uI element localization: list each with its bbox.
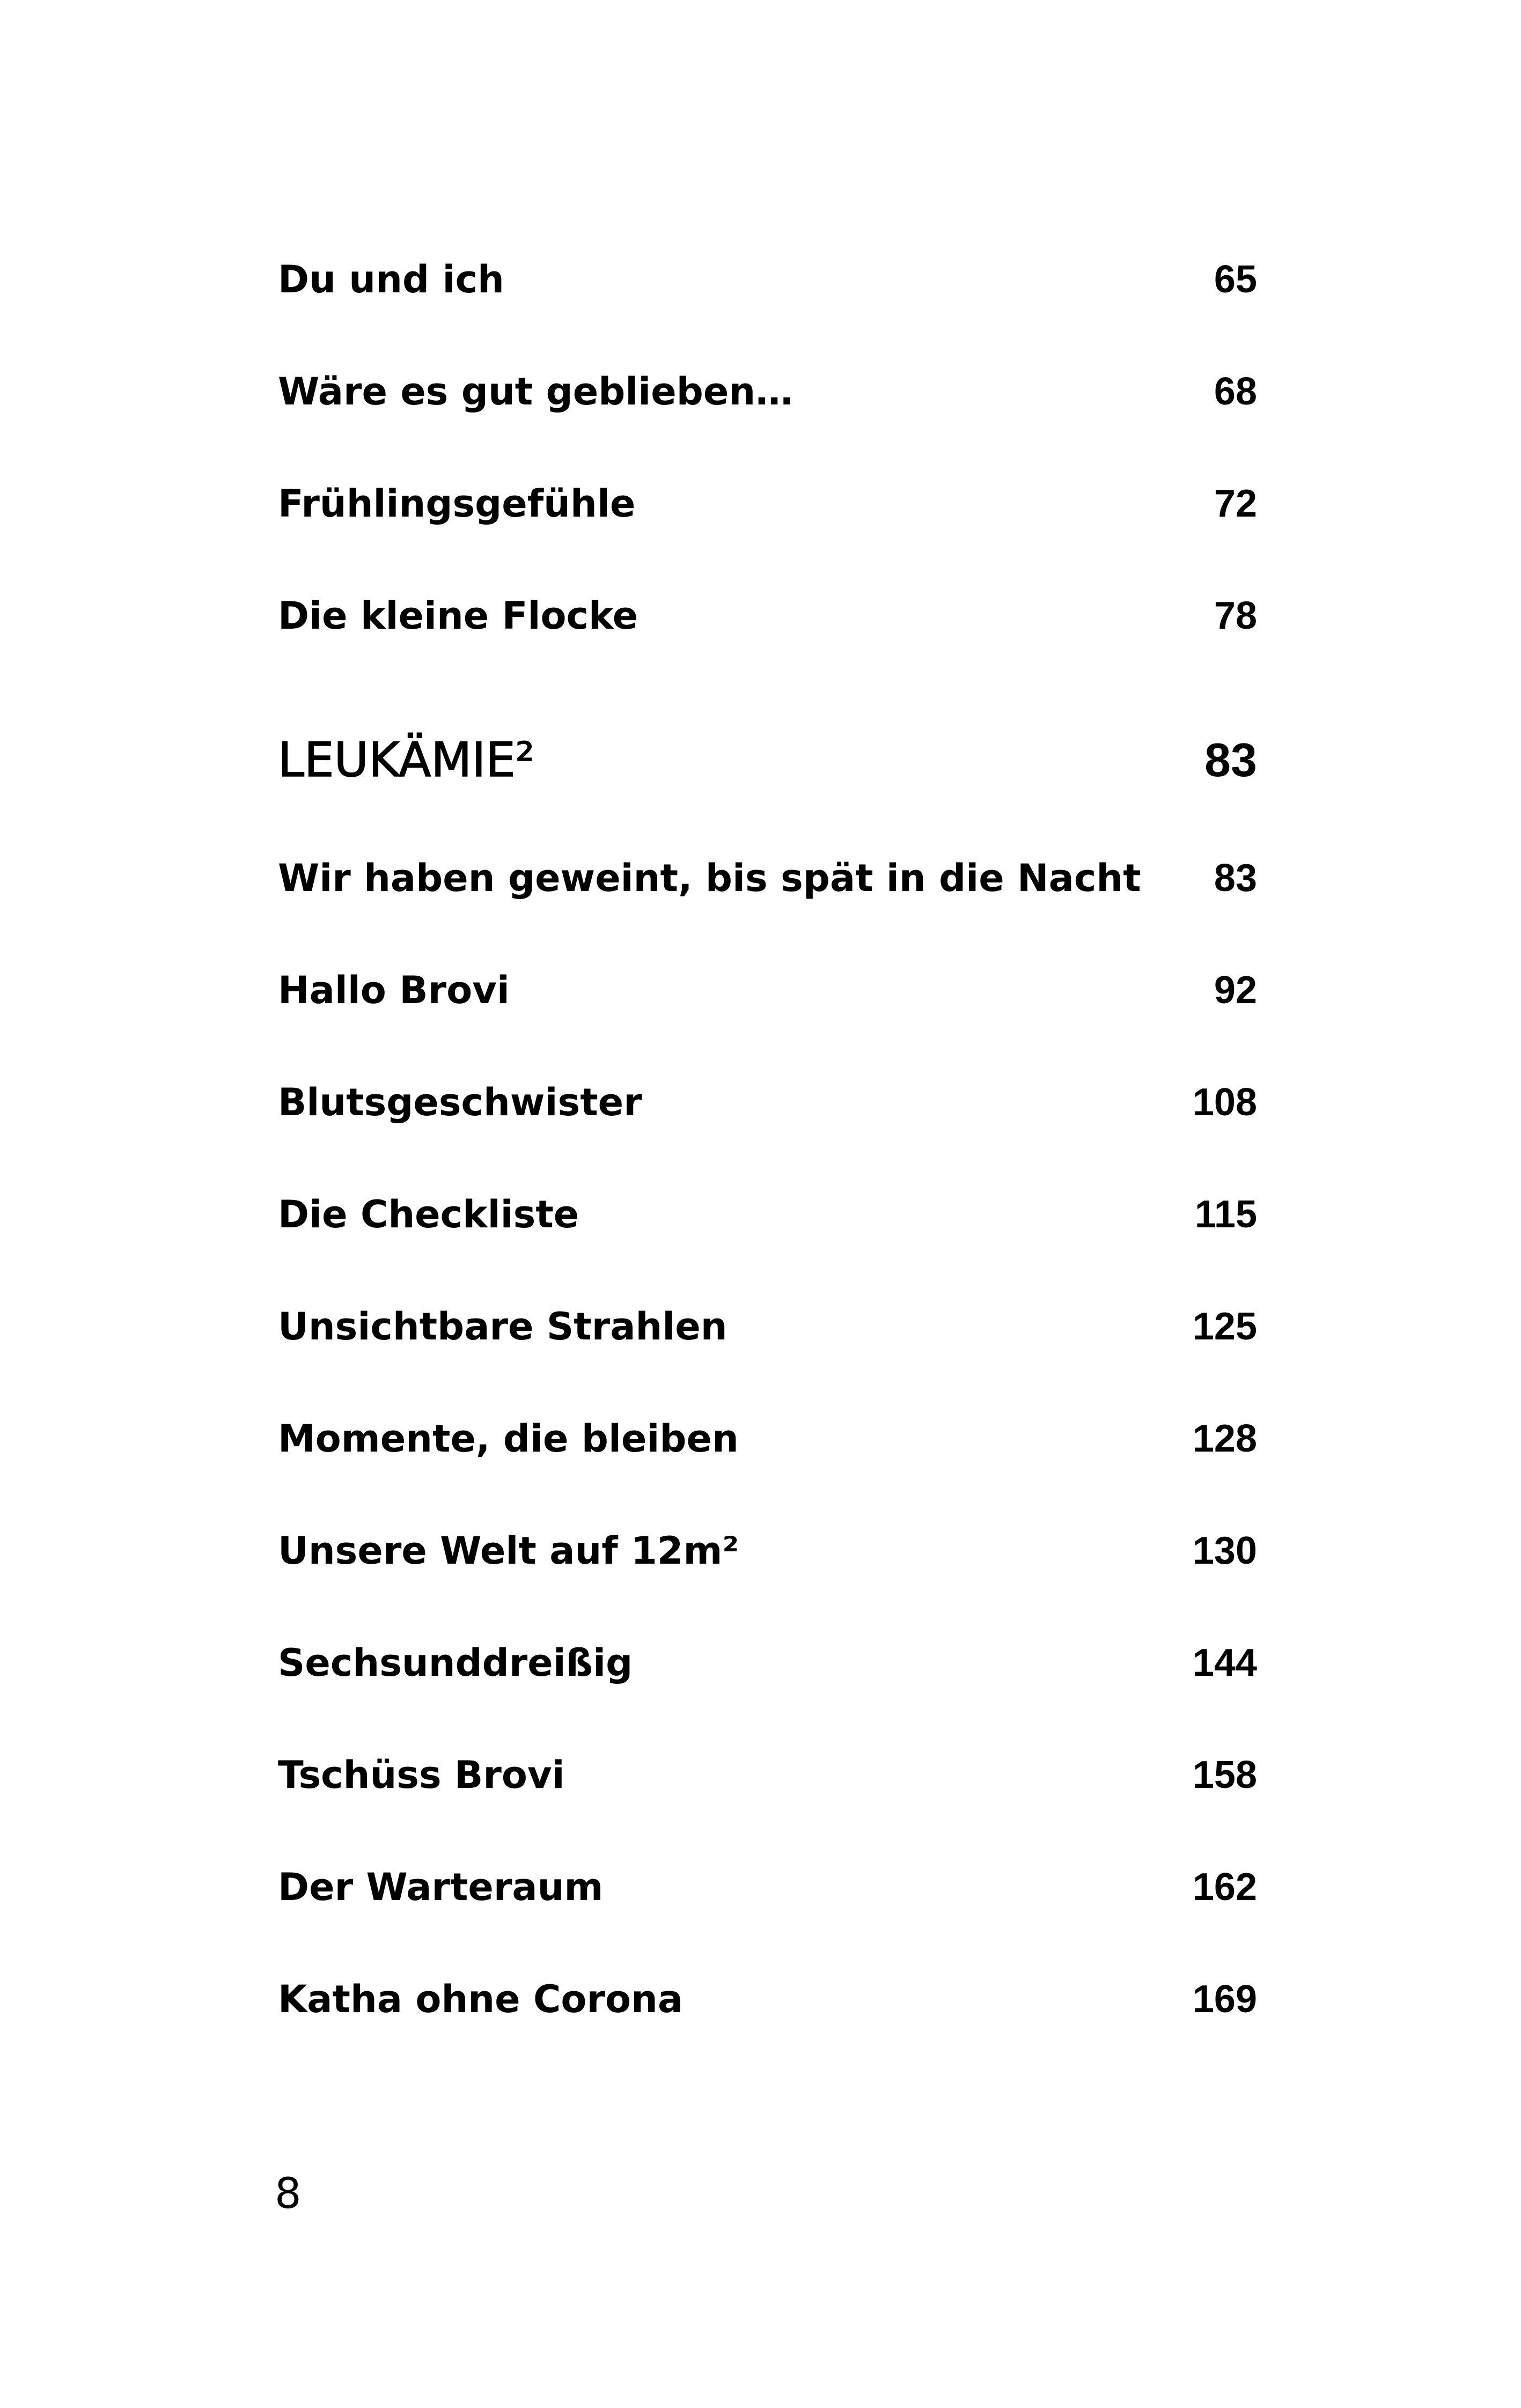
toc-entry: [278, 1746, 1257, 1805]
page-number: 8: [275, 2170, 302, 2218]
toc-entry: [278, 1409, 1257, 1468]
toc-entry: [278, 586, 1257, 645]
toc-entry-title: Wäre es gut geblieben…: [278, 370, 793, 414]
toc-entry-page: 130: [1192, 1529, 1257, 1572]
toc-entry-title: Tschüss Brovi: [278, 1753, 565, 1797]
toc-entry-title: Momente, die bleiben: [278, 1417, 739, 1461]
toc-section-heading: [278, 731, 1257, 790]
toc-entry-title: Die kleine Flocke: [278, 594, 638, 638]
toc-entry: [278, 1297, 1257, 1356]
toc-entry: [278, 1970, 1257, 2029]
toc-entry-title: Der Warteraum: [278, 1865, 604, 1909]
toc-entry-page: 108: [1192, 1081, 1257, 1124]
toc-entry-page: 125: [1192, 1305, 1257, 1348]
toc-entry-title: Hallo Brovi: [278, 968, 510, 1012]
toc-entry: [278, 1073, 1257, 1132]
toc-entry-title: Unsere Welt auf 12m²: [278, 1529, 739, 1573]
toc-entry-page: 78: [1214, 594, 1257, 637]
toc-entry-page: 158: [1192, 1754, 1257, 1796]
toc-entry-title: Katha ohne Corona: [278, 1977, 684, 2021]
toc-entry: [278, 250, 1257, 309]
toc-entry-page: 144: [1192, 1641, 1257, 1684]
toc-entry-title: Du und ich: [278, 257, 504, 301]
toc-entry-page: 83: [1214, 857, 1257, 900]
toc-entry-page: 128: [1192, 1417, 1257, 1460]
section-title: LEUKÄMIE²: [278, 732, 535, 787]
toc-entry-title: Die Checkliste: [278, 1192, 579, 1236]
toc-entry-page: 169: [1192, 1978, 1257, 2021]
toc-entry-title: Wir haben geweint, bis spät in die Nacht: [278, 856, 1141, 900]
toc-entry-page: 72: [1214, 482, 1257, 525]
toc-entry-page: 115: [1194, 1193, 1257, 1236]
toc-entry-title: Blutsgeschwister: [278, 1080, 642, 1124]
toc-entry-title: Frühlingsgefühle: [278, 482, 636, 526]
section-page: 83: [1204, 733, 1257, 786]
toc-entry-title: Sechsunddreißig: [278, 1641, 633, 1685]
toc-entry: [278, 362, 1257, 421]
toc-entry: [278, 961, 1257, 1020]
toc-entry: [278, 849, 1257, 908]
toc-entry-page: 162: [1192, 1866, 1257, 1909]
toc-entry: [278, 474, 1257, 533]
toc-entry: [278, 1858, 1257, 1917]
toc-entry-title: Unsichtbare Strahlen: [278, 1305, 728, 1349]
toc-entry-page: 68: [1214, 370, 1257, 413]
toc-entry-page: 92: [1214, 969, 1257, 1012]
toc-entry: [278, 1633, 1257, 1692]
toc-entry: [278, 1521, 1257, 1580]
toc-entry: [278, 1185, 1257, 1244]
toc-entry-page: 65: [1214, 258, 1257, 301]
